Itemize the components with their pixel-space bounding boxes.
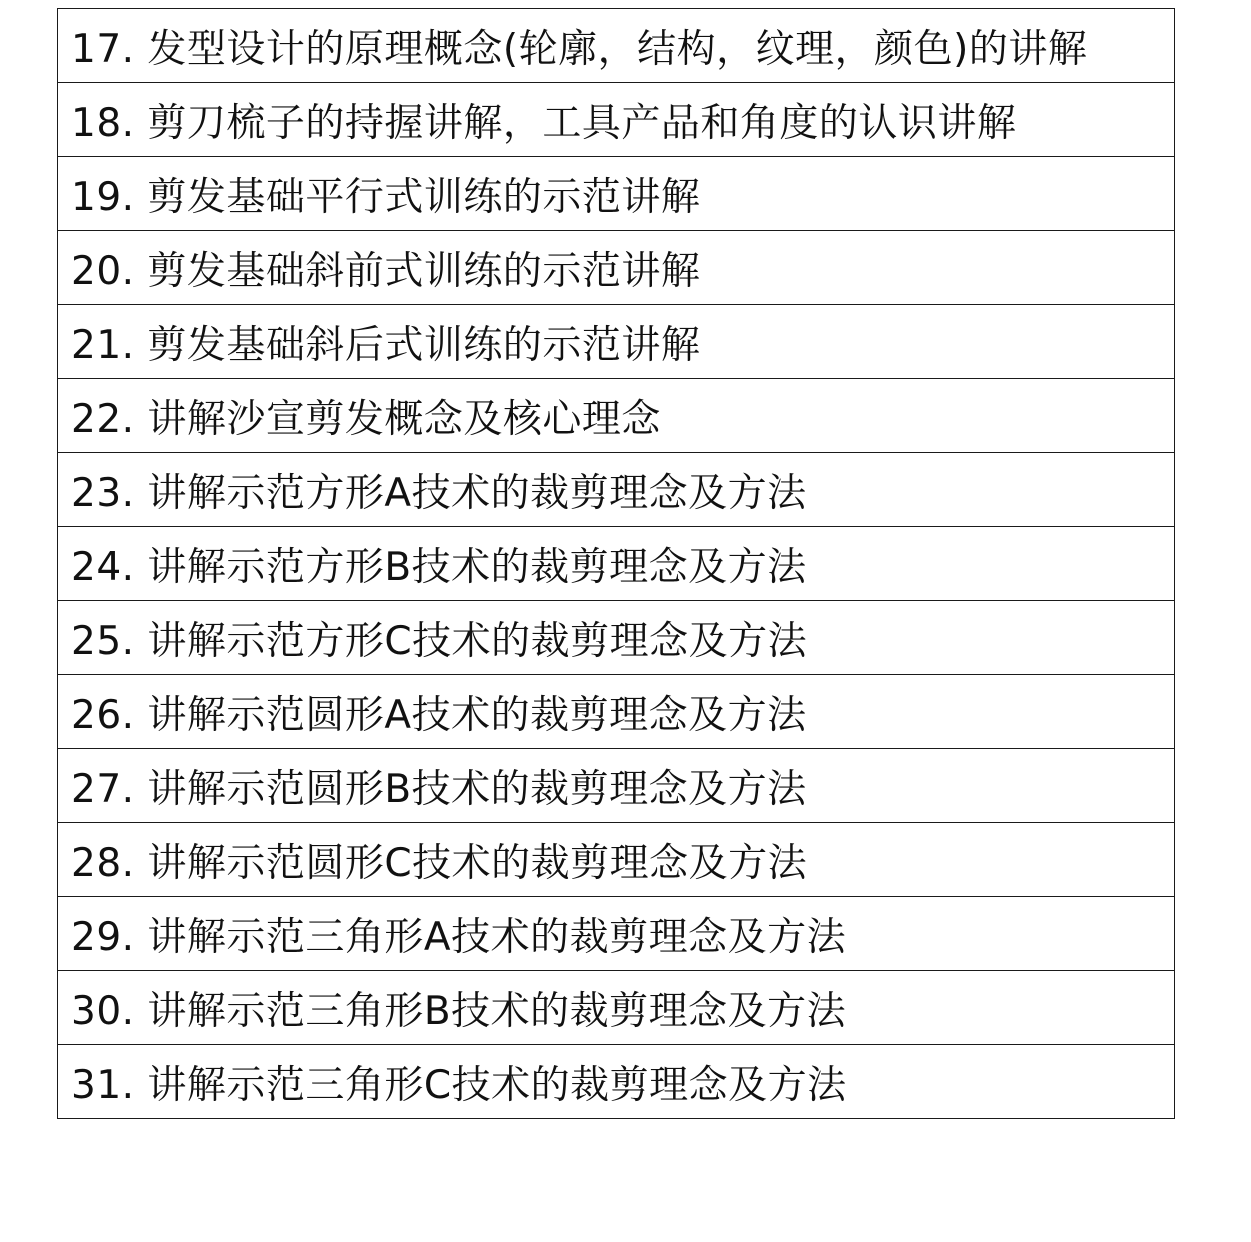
table-row xyxy=(58,157,1175,231)
course-item: 17. 发型设计的原理概念(轮廓，结构，纹理，颜色)的讲解 xyxy=(58,9,1175,83)
course-item: 21. 剪发基础斜后式训练的示范讲解 xyxy=(58,305,1175,379)
table-row xyxy=(58,1045,1175,1119)
table-row xyxy=(58,83,1175,157)
course-item: 26. 讲解示范圆形A技术的裁剪理念及方法 xyxy=(58,675,1175,749)
course-item: 25. 讲解示范方形C技术的裁剪理念及方法 xyxy=(58,601,1175,675)
table-row xyxy=(58,971,1175,1045)
table-row xyxy=(58,749,1175,823)
table-row xyxy=(58,453,1175,527)
table-row xyxy=(58,601,1175,675)
table-row xyxy=(58,527,1175,601)
course-item: 20. 剪发基础斜前式训练的示范讲解 xyxy=(58,231,1175,305)
course-outline-table xyxy=(57,8,1175,1119)
table-row xyxy=(58,823,1175,897)
course-item: 24. 讲解示范方形B技术的裁剪理念及方法 xyxy=(58,527,1175,601)
course-item: 27. 讲解示范圆形B技术的裁剪理念及方法 xyxy=(58,749,1175,823)
course-item: 30. 讲解示范三角形B技术的裁剪理念及方法 xyxy=(58,971,1175,1045)
course-item: 19. 剪发基础平行式训练的示范讲解 xyxy=(58,157,1175,231)
table-row xyxy=(58,9,1175,83)
course-item: 22. 讲解沙宣剪发概念及核心理念 xyxy=(58,379,1175,453)
table-row xyxy=(58,897,1175,971)
course-outline-body xyxy=(58,9,1175,1119)
table-row xyxy=(58,379,1175,453)
course-item: 18. 剪刀梳子的持握讲解，工具产品和角度的认识讲解 xyxy=(58,83,1175,157)
course-item: 23. 讲解示范方形A技术的裁剪理念及方法 xyxy=(58,453,1175,527)
table-row xyxy=(58,675,1175,749)
course-item: 31. 讲解示范三角形C技术的裁剪理念及方法 xyxy=(58,1045,1175,1119)
course-item: 28. 讲解示范圆形C技术的裁剪理念及方法 xyxy=(58,823,1175,897)
table-row xyxy=(58,231,1175,305)
table-row xyxy=(58,305,1175,379)
course-item: 29. 讲解示范三角形A技术的裁剪理念及方法 xyxy=(58,897,1175,971)
